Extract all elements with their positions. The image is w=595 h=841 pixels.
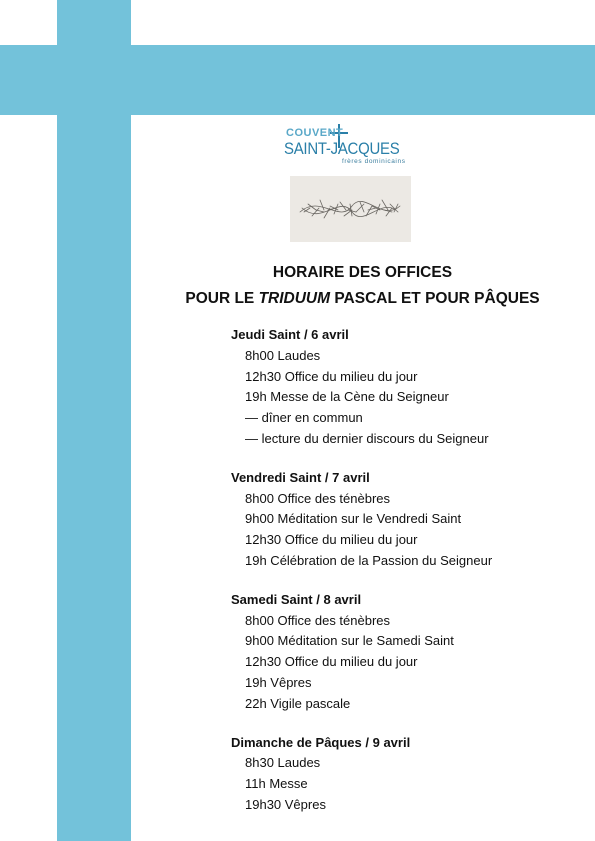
schedule-item: — lecture du dernier discours du Seigneur xyxy=(245,430,489,446)
schedule-item: 11h Messe xyxy=(245,776,308,792)
schedule-item: 12h30 Office du milieu du jour xyxy=(245,532,418,548)
schedule-item: 9h00 Méditation sur le Vendredi Saint xyxy=(245,511,462,527)
schedule-item: 12h30 Office du milieu du jour xyxy=(245,368,418,384)
logo-line-1: COUVENT xyxy=(286,127,344,139)
day-title: Dimanche de Pâques / 9 avril xyxy=(231,734,411,750)
title-suffix: PASCAL ET POUR PÂQUES xyxy=(330,290,540,307)
day-block-vendredi xyxy=(231,468,571,572)
couvent-saint-jacques-logo xyxy=(284,124,424,170)
page-title-line-1: HORAIRE DES OFFICES xyxy=(272,264,453,281)
schedule xyxy=(231,325,571,834)
schedule-item: 19h30 Vêpres xyxy=(245,796,326,812)
schedule-item: 19h Célébration de la Passion du Seigneur xyxy=(245,552,493,568)
schedule-item: 8h00 Office des ténèbres xyxy=(245,490,391,506)
day-title: Samedi Saint / 8 avril xyxy=(231,591,362,607)
background-cross-vertical xyxy=(57,0,131,841)
schedule-item: — dîner en commun xyxy=(245,410,363,426)
schedule-item: 22h Vigile pascale xyxy=(245,695,351,711)
title-italic-word: TRIDUUM xyxy=(258,290,331,307)
schedule-item: 8h30 Laudes xyxy=(245,755,321,771)
day-title: Jeudi Saint / 6 avril xyxy=(231,327,349,342)
logo-line-2: SAINT-JACQUES xyxy=(284,139,400,158)
background-cross-horizontal xyxy=(0,45,595,115)
title-prefix: POUR LE xyxy=(185,290,259,307)
schedule-item: 9h00 Méditation sur le Samedi Saint xyxy=(245,633,454,649)
schedule-item: 8h00 Laudes xyxy=(245,347,321,363)
crown-of-thorns-image xyxy=(290,176,411,242)
day-block-dimanche xyxy=(231,733,571,816)
schedule-item: 19h Vêpres xyxy=(245,674,312,690)
schedule-item: 12h30 Office du milieu du jour xyxy=(245,654,418,670)
schedule-item: 19h Messe de la Cène du Seigneur xyxy=(245,389,449,405)
logo-line-3: frères dominicains xyxy=(342,158,406,165)
day-block-jeudi xyxy=(231,325,571,450)
day-block-samedi xyxy=(231,590,571,715)
day-title: Vendredi Saint / 7 avril xyxy=(231,469,370,485)
page-title-line-2 xyxy=(130,290,595,308)
schedule-item: 8h00 Office des ténèbres xyxy=(245,612,391,628)
